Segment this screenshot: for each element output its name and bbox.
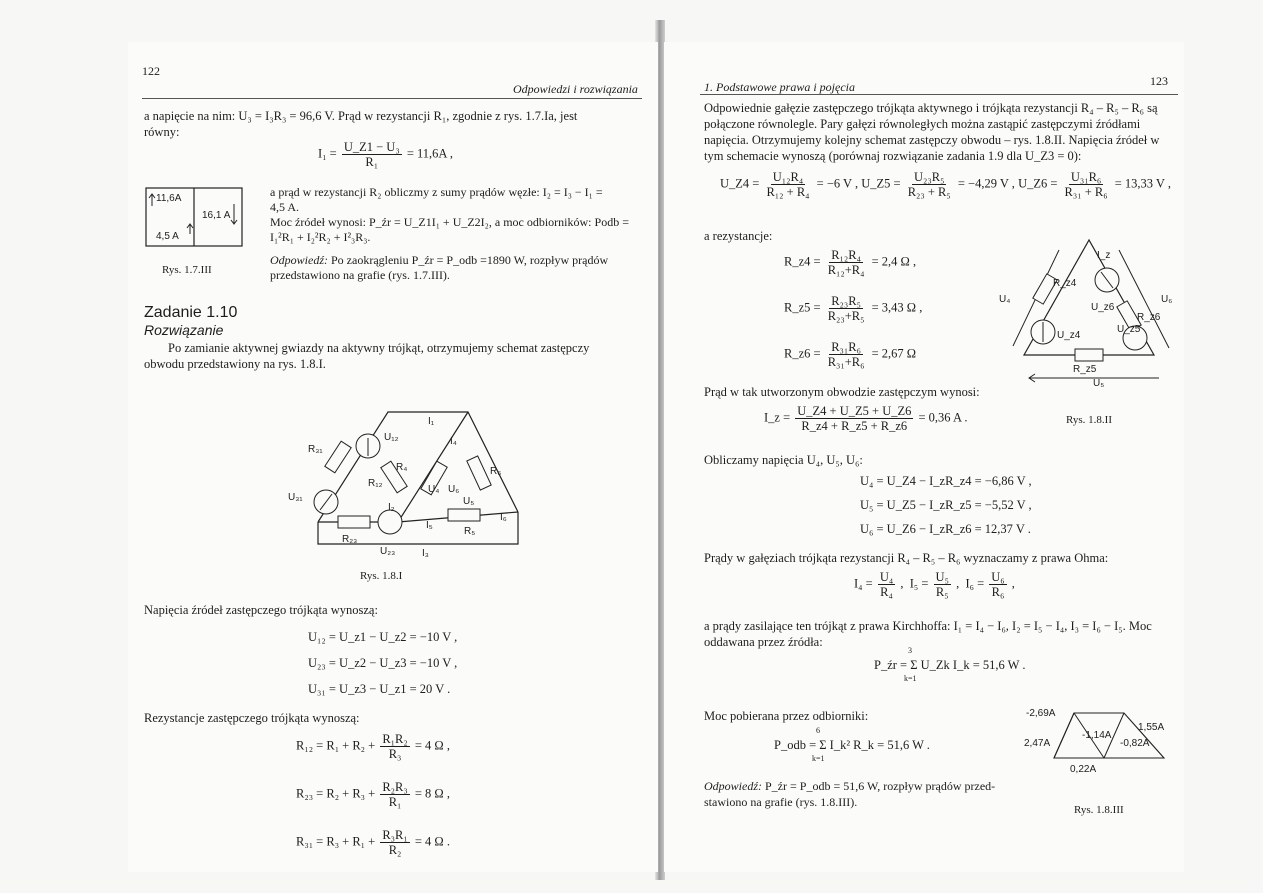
paragraph: obwodu przedstawiony na rys. 1.8.I. bbox=[144, 357, 326, 371]
paragraph: Napięcia źródeł zastępczego trójkąta wynoszą: bbox=[144, 603, 378, 617]
fig18I-label: R₁₂ bbox=[368, 478, 383, 489]
equation-I456: I₄ = $\frac{\text{U₄}}{\text{R₄}}$ , I₅ = $\frac{\text{U₅}}{\text{R₅}}$ , I₆ = $\frac{\text{U₆}}{\text{R₆}}$ , bbox=[854, 570, 1015, 599]
fig17-label: 4,5 A bbox=[156, 231, 179, 242]
equation-U5: U₅ = U_Z5 − I_zR_z5 = −5,52 V , bbox=[860, 498, 1032, 512]
equation-Rz4: R_z4 = $\frac{\text{R₁₂R₄}}{\text{R₁₂+R₄}}$ = 2,4 Ω , bbox=[784, 248, 917, 277]
paragraph: a prądy zasilające ten trójkąt z prawa Kirchhoffa: I₁ = I₄ − I₆, I₂ = I₅ − I₄, I₃ = I₆ − I₅. Moc bbox=[704, 619, 1152, 633]
paragraph: a prąd w rezystancji R₂ obliczmy z sumy prądów węzłe: I₂ = I₃ − I₁ = bbox=[270, 185, 603, 199]
header-rule bbox=[142, 98, 642, 99]
equation-U4: U₄ = U_Z4 − I_zR_z4 = −6,86 V , bbox=[860, 474, 1032, 488]
equation-R31: R₃₁ = R₃ + R₁ + $\frac{\text{R₃R₁}}{\text{R₂}}$ = 4 Ω . bbox=[296, 828, 450, 857]
fig18II-label: R_z5 bbox=[1073, 364, 1097, 375]
equation-R23: R₂₃ = R₂ + R₃ + $\frac{\text{R₂R₃}}{\text{R₁}}$ = 8 Ω , bbox=[296, 780, 450, 809]
figure-1-8-III bbox=[1024, 698, 1184, 788]
figure-caption: Rys. 1.8.I bbox=[360, 570, 403, 582]
paragraph: Prądy w gałęziach trójkąta rezystancji R₄ – R₅ – R₆ wyznaczamy z prawa Ohma: bbox=[704, 551, 1109, 565]
fig18III-label: -1,14A bbox=[1082, 730, 1112, 741]
fig18III-label: -2,69A bbox=[1026, 708, 1056, 719]
fig18I-label: I₃ bbox=[422, 548, 429, 559]
fig18III-label: 1,55A bbox=[1138, 722, 1165, 733]
fig18I-label: U₄ bbox=[428, 484, 440, 495]
paragraph: Po zamianie aktywnej gwiazdy na aktywny trójkąt, otrzymujemy schemat zastępczy bbox=[168, 341, 590, 355]
figure-caption: Rys. 1.8.III bbox=[1074, 804, 1124, 816]
paragraph: Moc źródeł wynosi: P_źr = U_Z1I₁ + U_Z2I₂, a moc odbiorników: Podb = bbox=[270, 215, 629, 229]
paragraph: Prąd w tak utworzonym obwodzie zastępczym wynosi: bbox=[704, 385, 980, 399]
fig18II-label: U_z4 bbox=[1057, 330, 1081, 341]
fig18I-label: R₂₃ bbox=[342, 534, 358, 545]
fig18I-label: I₁ bbox=[428, 416, 435, 427]
fig18I-label: R₆ bbox=[490, 466, 502, 477]
fig18II-label: U₄ bbox=[999, 294, 1011, 305]
equation-U31: U₃₁ = U_z3 − U_z1 = 20 V . bbox=[308, 682, 451, 696]
answer: stawiono na grafie (rys. 1.8.III). bbox=[704, 795, 858, 809]
paragraph: Odpowiednie gałęzie zastępczego trójkąta aktywnego i trójkąta rezystancji R₄ – R₅ – R₆ są bbox=[704, 101, 1158, 115]
answer: Odpowiedź: P_źr = P_odb = 51,6 W, rozpływ prądów przed- bbox=[704, 779, 996, 793]
paragraph: Rezystancje zastępczego trójkąta wynoszą: bbox=[144, 711, 360, 725]
paragraph: I₁²R₁ + I₂²R₂ + I²₃R₃. bbox=[270, 230, 371, 244]
fig18II-label: U_z5 bbox=[1117, 324, 1141, 335]
equation-Pzr: 3 P_źr = Σ U_Zk I_k = 51,6 W . k=1 bbox=[874, 646, 1026, 683]
paragraph: a rezystancje: bbox=[704, 229, 773, 243]
fig18I-label: R₄ bbox=[396, 462, 408, 473]
paragraph: 4,5 A. bbox=[270, 200, 300, 214]
fig18III-label: 0,22A bbox=[1070, 764, 1097, 775]
fig18II-label: R_z6 bbox=[1137, 312, 1161, 323]
section-title: Zadanie 1.10 bbox=[144, 304, 238, 321]
equation-U23: U₂₃ = U_z2 − U_z3 = −10 V , bbox=[308, 656, 458, 670]
figure-1-7-III bbox=[144, 184, 254, 254]
paragraph: Moc pobierana przez odbiorniki: bbox=[704, 709, 869, 723]
fig18II-label: U₅ bbox=[1093, 378, 1105, 389]
page-number-left: 122 bbox=[142, 64, 160, 78]
figure-caption: Rys. 1.8.II bbox=[1066, 414, 1113, 426]
equation-I1: I₁ = $\frac{\text{U\_Z1 − U₃}}{\text{R₁}}$ = 11,6A , bbox=[318, 140, 453, 169]
fig18II-label: U_z6 bbox=[1091, 302, 1115, 313]
equation-Iz: I_z = $\frac{U\_Z4 + U\_Z5 + U\_Z6}{R\_z4 + R\_z5 + R\_z6}$ = 0,36 A . bbox=[764, 404, 968, 433]
page-number-right: 123 bbox=[1150, 74, 1168, 88]
fig18II-label: U₆ bbox=[1161, 294, 1173, 305]
fig18I-label: U₂₃ bbox=[380, 546, 396, 557]
fig18I-label: U₆ bbox=[448, 484, 460, 495]
paragraph: a napięcie na nim: U₃ = I₃R₃ = 96,6 V. Prąd w rezystancji R₁, zgodnie z rys. 1.7.Ia, jest bbox=[144, 109, 578, 123]
fig18I-label: R₃₁ bbox=[308, 444, 323, 455]
fig18I-label: I₄ bbox=[450, 436, 457, 447]
fig17-label: 16,1 A bbox=[202, 210, 231, 221]
fig18I-label: R₅ bbox=[464, 526, 476, 537]
equation-Rz5: R_z5 = $\frac{\text{R₂₃R₅}}{\text{R₂₃+R₅}}$ = 3,43 Ω , bbox=[784, 294, 923, 323]
running-header-right: 1. Podstawowe prawa i pojęcia bbox=[704, 80, 855, 94]
equation-R12: R₁₂ = R₁ + R₂ + $\frac{\text{R₁R₂}}{\text{R₃}}$ = 4 Ω , bbox=[296, 732, 450, 761]
equation-Podb: 6 P_odb = Σ I_k² R_k = 51,6 W . k=1 bbox=[774, 726, 930, 763]
fig18III-label: -0,82A bbox=[1120, 738, 1150, 749]
paragraph: połączone równolegle. Pary gałęzi równoległych można zastąpić zastępczymi źródłami bbox=[704, 117, 1141, 131]
paragraph: napięcia. Otrzymujemy kolejny schemat zastępczy obwodu – rys. 1.8.II. Napięcia źródeł w bbox=[704, 133, 1160, 147]
fig18I-label: I₂ bbox=[388, 502, 395, 513]
figure-1-8-II bbox=[999, 230, 1179, 410]
paragraph: oddawana przez źródła: bbox=[704, 635, 823, 649]
figure-caption: Rys. 1.7.III bbox=[162, 264, 212, 276]
right-page bbox=[664, 42, 1184, 872]
equation-Uz-row: U_Z4 = $\frac{\text{U₁₂R₄}}{\text{R₁₂ + R₄}}$ = −6 V , U_Z5 = $\frac{\text{U₂₃R₅}}{\text{R₂₃ + R₅}}$ = −4,29 V , U_Z6 = $\frac{\text{U₃₁R₆}}{\text{R₃₁ + R₆}}$ = 13,33 V , bbox=[720, 170, 1171, 199]
fig18III-label: 2,47A bbox=[1024, 738, 1051, 749]
section-subtitle: Rozwiązanie bbox=[144, 322, 224, 338]
fig18II-label: I_z bbox=[1097, 250, 1111, 261]
equation-U12: U₁₂ = U_z1 − U_z2 = −10 V , bbox=[308, 630, 458, 644]
equation-Rz6: R_z6 = $\frac{\text{R₃₁R₆}}{\text{R₃₁+R₆}}$ = 2,67 Ω bbox=[784, 340, 917, 369]
fig18I-label: I₆ bbox=[500, 512, 507, 523]
figure-1-8-I bbox=[268, 382, 528, 572]
header-rule bbox=[700, 94, 1178, 95]
fig18II-label: R_z4 bbox=[1053, 278, 1077, 289]
equation-U6: U₆ = U_Z6 − I_zR_z6 = 12,37 V . bbox=[860, 522, 1031, 536]
fig18I-label: I₅ bbox=[426, 520, 433, 531]
fig18I-label: U₅ bbox=[463, 496, 475, 507]
answer: przedstawiono na grafie (rys. 1.7.III). bbox=[270, 268, 450, 282]
running-header-left: Odpowiedzi i rozwiązania bbox=[513, 82, 638, 96]
fig17-label: 11,6A bbox=[156, 193, 182, 204]
paragraph: równy: bbox=[144, 125, 180, 139]
paragraph: Obliczamy napięcia U₄, U₅, U₆: bbox=[704, 453, 863, 467]
left-page bbox=[128, 42, 658, 872]
fig18I-label: U₁₂ bbox=[384, 432, 399, 443]
paragraph: tym schemacie wynoszą (porównaj rozwiązanie zadania 1.9 dla U_Z3 = 0): bbox=[704, 149, 1082, 163]
answer: Odpowiedź: Po zaokrągleniu P_źr = P_odb =1890 W, rozpływ prądów bbox=[270, 253, 609, 267]
fig18I-label: U₃₁ bbox=[288, 492, 303, 503]
